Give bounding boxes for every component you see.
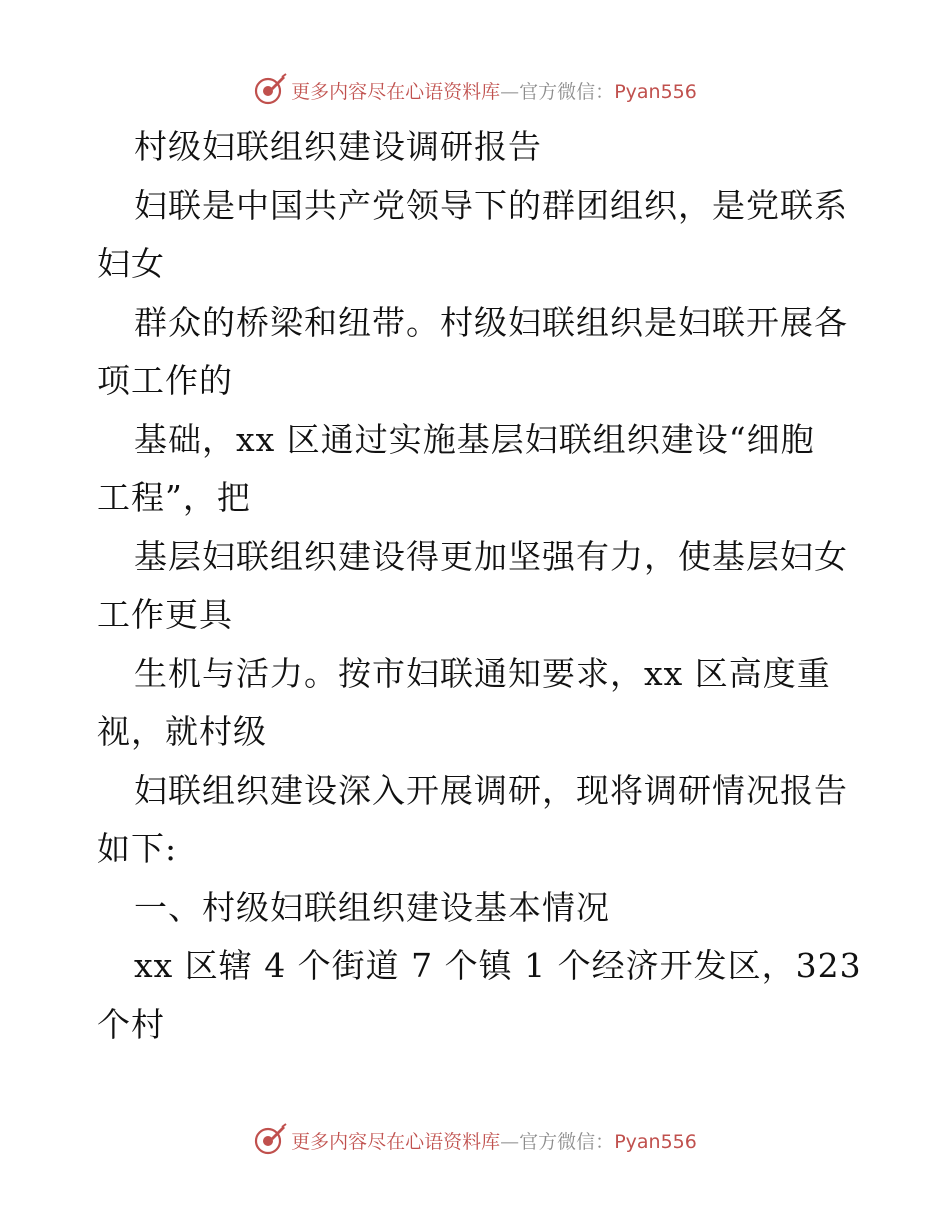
doc-line: 生机与活力。按市妇联通知要求，xx 区高度重 [134,653,831,693]
watermark-official: 官方微信： [519,1130,615,1153]
doc-title: 村级妇联组织建设调研报告 [134,127,542,166]
watermark-official: 官方微信： [519,80,615,103]
doc-line: xx 区辖 4 个街道 7 个镇 1 个经济开发区，323 [134,946,862,985]
doc-line: 妇女 [97,244,165,283]
doc-line: 工作更具 [97,595,233,634]
pen-nib-circle-icon [253,1123,287,1157]
watermark-id: Pyan556 [614,80,697,103]
doc-line: 视，就村级 [97,712,267,751]
document-body [97,118,862,1054]
doc-line: 项工作的 [97,361,233,400]
doc-line: 群众的桥梁和纽带。村级妇联组织是妇联开展各 [134,302,848,342]
watermark-brand: 更多内容尽在心语资料库 [291,80,501,103]
doc-line: 基层妇联组织建设得更加坚强有力，使基层妇女 [134,536,848,576]
section-heading: 一、村级妇联组织建设基本情况 [134,887,610,927]
watermark-dash: — [500,1130,520,1153]
pen-nib-circle-icon [253,73,287,107]
watermark-brand: 更多内容尽在心语资料库 [291,1130,501,1153]
watermark-text [291,1127,697,1154]
doc-line: 妇联组织建设深入开展调研，现将调研情况报告 [134,770,848,810]
doc-line: 工程”，把 [97,478,251,517]
watermark-id: Pyan556 [614,1130,697,1153]
header-watermark [0,70,950,110]
doc-line: 个村 [97,1004,165,1044]
footer-watermark [0,1120,950,1160]
doc-line: 如下: [97,829,178,868]
watermark-text [291,77,697,104]
watermark-dash: — [500,80,520,103]
doc-line: 基础，xx 区通过实施基层妇联组织建设“细胞 [134,419,815,459]
doc-line: 妇联是中国共产党领导下的群团组织，是党联系 [134,185,848,225]
